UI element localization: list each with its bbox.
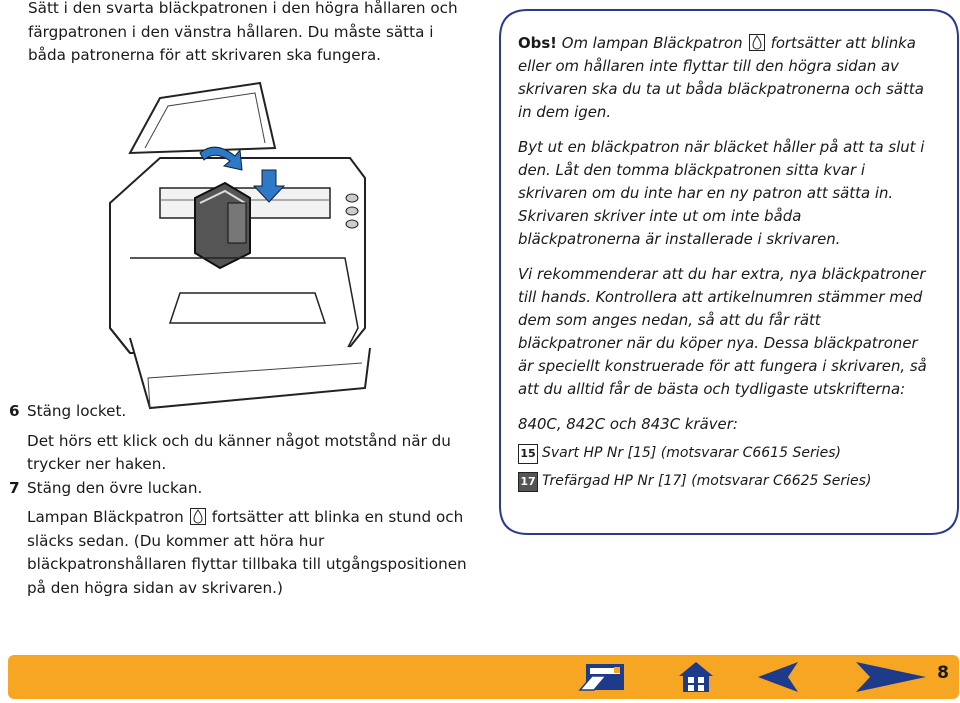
note-paragraph-2: Byt ut en bläckpatron när bläcket håller på att ta slut i den. Låt den tomma bläckpatronen sitta kvar i skrivaren om du inte har en ny patron att sätta in. Skrivaren skriver inte ut om inte båda bläckpatronerna är installerade i skrivaren. [518,138,925,248]
footer-nav-bar [8,655,959,699]
note-p1-post: fortsätter att blinka eller om hållaren inte flyttar till den högra sidan av skrivaren ska du ta ut båda bläckpatronerna och sätta in dem igen. [518,34,924,121]
step-7-detail [27,506,479,600]
obs-label: Obs! [518,34,557,52]
step-number: 6 [9,402,20,420]
steps-section [9,400,479,600]
intro-text: Sätt i den svarta bläckpatronen i den högra hållaren och färgpatronen i den vänstra hållaren. Du måste sätta i båda patronerna för att skrivaren ska fungera. [28,0,458,64]
contents-button[interactable] [576,661,630,693]
step-7-detail-post: fortsätter att blinka en stund och släcks sedan. (Du kommer att höra hur bläckpatronshållaren flyttar tillbaka till utgångspositionen på den högra sidan av skrivaren.) [27,508,467,597]
cartridge-line-black [518,442,928,465]
step-number: 7 [9,478,20,497]
note-paragraph-1 [518,32,928,124]
printer-illustration [100,78,410,418]
cartridge-text: Svart HP Nr [15] (motsvarar C6615 Series) [542,445,841,461]
note-p1-pre: Om lampan Bläckpatron [561,34,743,52]
step-text: Stäng locket. [27,402,127,420]
note-models: 840C, 842C och 843C kräver: [518,415,738,433]
ink-drop-icon [749,34,765,51]
note-paragraph-3: Vi rekommenderar att du har extra, nya bläckpatroner till hands. Kontrollera att artikelnumren stämmer med dem som anges nedan, så att du får rätt bläckpatroner när du köper nya. Dessa bläckpatroner är speciellt konstruerade för att fungera i skrivaren, så att du alltid får de bästa och tydligaste utskrifterna: [518,265,927,398]
cartridge-badge: 15 [518,444,538,464]
cartridge-badge: 17 [518,472,538,492]
step-6 [9,400,479,424]
cartridge-line-color [518,470,928,493]
step-6-detail: Det hörs ett klick och du känner något motstånd när du trycker ner haken. [27,431,451,473]
step-7-detail-pre: Lampan Bläckpatron [27,508,184,526]
cartridge-text: Trefärgad HP Nr [17] (motsvarar C6625 Series) [542,473,872,489]
page-number: 8 [937,663,949,683]
step-text: Stäng den övre luckan. [27,478,203,497]
next-page-arrow-icon[interactable] [854,661,926,693]
previous-page-arrow-icon[interactable] [758,661,800,693]
step-7 [9,477,479,501]
note-content [518,32,928,498]
home-button[interactable] [678,661,714,693]
ink-drop-icon [190,508,206,525]
